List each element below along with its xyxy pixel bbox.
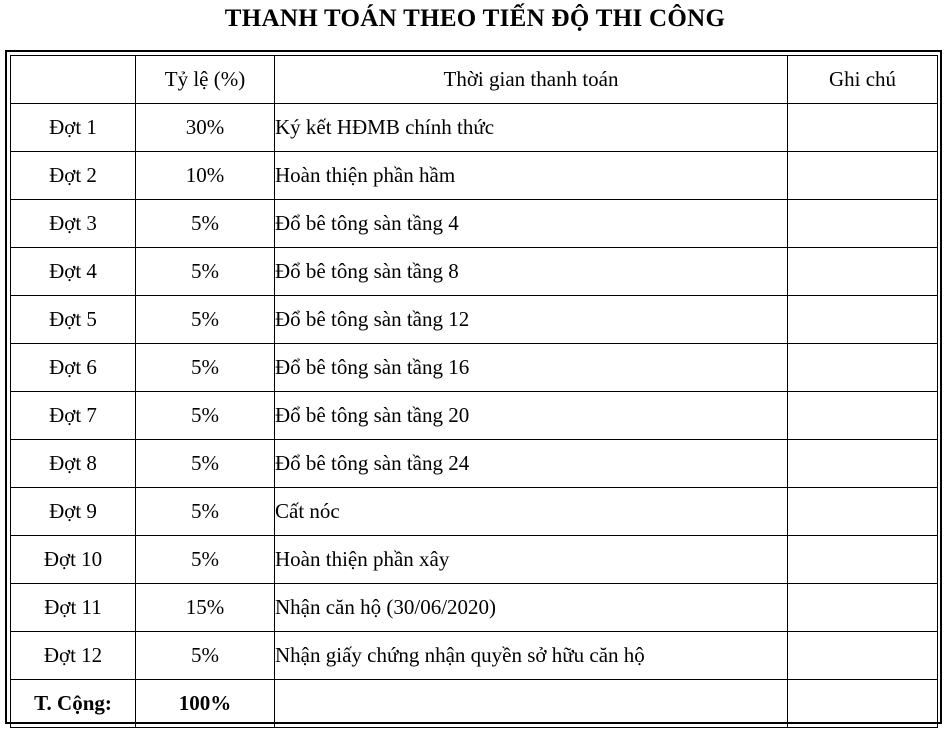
rate-cell: 5% (136, 632, 275, 680)
table-row (11, 248, 938, 296)
total-payment-time-cell (275, 680, 788, 728)
rate-cell: 5% (136, 440, 275, 488)
period-cell: Đợt 10 (11, 536, 136, 584)
table-row (11, 296, 938, 344)
payment-time-cell: Cất nóc (275, 488, 788, 536)
table-row (11, 392, 938, 440)
rate-cell: 5% (136, 536, 275, 584)
payment-time-cell: Hoàn thiện phần hầm (275, 152, 788, 200)
total-label: T. Cộng: (11, 680, 136, 728)
table-row (11, 488, 938, 536)
table-row (11, 200, 938, 248)
table-header-row (11, 56, 938, 104)
page-title: THANH TOÁN THEO TIẾN ĐỘ THI CÔNG (224, 5, 726, 32)
rate-cell: 5% (136, 248, 275, 296)
payment-schedule-table (10, 55, 938, 728)
table-row (11, 536, 938, 584)
note-cell (788, 296, 938, 344)
header-payment-time: Thời gian thanh toán (275, 56, 788, 104)
note-cell (788, 536, 938, 584)
rate-cell: 5% (136, 296, 275, 344)
note-cell (788, 440, 938, 488)
payment-time-cell: Nhận căn hộ (30/06/2020) (275, 584, 788, 632)
payment-time-cell: Đổ bê tông sàn tầng 16 (275, 344, 788, 392)
header-period (11, 56, 136, 104)
note-cell (788, 152, 938, 200)
payment-schedule-frame (5, 50, 942, 724)
rate-cell: 10% (136, 152, 275, 200)
note-cell (788, 632, 938, 680)
table-row (11, 632, 938, 680)
rate-cell: 5% (136, 344, 275, 392)
payment-time-cell: Đổ bê tông sàn tầng 8 (275, 248, 788, 296)
table-row (11, 344, 938, 392)
period-cell: Đợt 7 (11, 392, 136, 440)
rate-cell: 5% (136, 488, 275, 536)
period-cell: Đợt 5 (11, 296, 136, 344)
note-cell (788, 392, 938, 440)
period-cell: Đợt 4 (11, 248, 136, 296)
header-note: Ghi chú (788, 56, 938, 104)
note-cell (788, 488, 938, 536)
period-cell: Đợt 8 (11, 440, 136, 488)
note-cell (788, 200, 938, 248)
period-cell: Đợt 12 (11, 632, 136, 680)
period-cell: Đợt 2 (11, 152, 136, 200)
table-row (11, 584, 938, 632)
period-cell: Đợt 11 (11, 584, 136, 632)
payment-time-cell: Đổ bê tông sàn tầng 20 (275, 392, 788, 440)
payment-time-cell: Đổ bê tông sàn tầng 4 (275, 200, 788, 248)
rate-cell: 30% (136, 104, 275, 152)
table-row (11, 440, 938, 488)
payment-time-cell: Đổ bê tông sàn tầng 12 (275, 296, 788, 344)
total-note-cell (788, 680, 938, 728)
rate-cell: 5% (136, 200, 275, 248)
rate-cell: 5% (136, 392, 275, 440)
payment-time-cell: Nhận giấy chứng nhận quyền sở hữu căn hộ (275, 632, 788, 680)
period-cell: Đợt 6 (11, 344, 136, 392)
table-row (11, 152, 938, 200)
period-cell: Đợt 9 (11, 488, 136, 536)
payment-time-cell: Hoàn thiện phần xây (275, 536, 788, 584)
payment-time-cell: Ký kết HĐMB chính thức (275, 104, 788, 152)
total-rate: 100% (136, 680, 275, 728)
rate-cell: 15% (136, 584, 275, 632)
note-cell (788, 104, 938, 152)
note-cell (788, 584, 938, 632)
note-cell (788, 344, 938, 392)
period-cell: Đợt 1 (11, 104, 136, 152)
total-row (11, 680, 938, 728)
table-row (11, 104, 938, 152)
payment-time-cell: Đổ bê tông sàn tầng 24 (275, 440, 788, 488)
note-cell (788, 248, 938, 296)
period-cell: Đợt 3 (11, 200, 136, 248)
header-rate: Tỷ lệ (%) (136, 56, 275, 104)
